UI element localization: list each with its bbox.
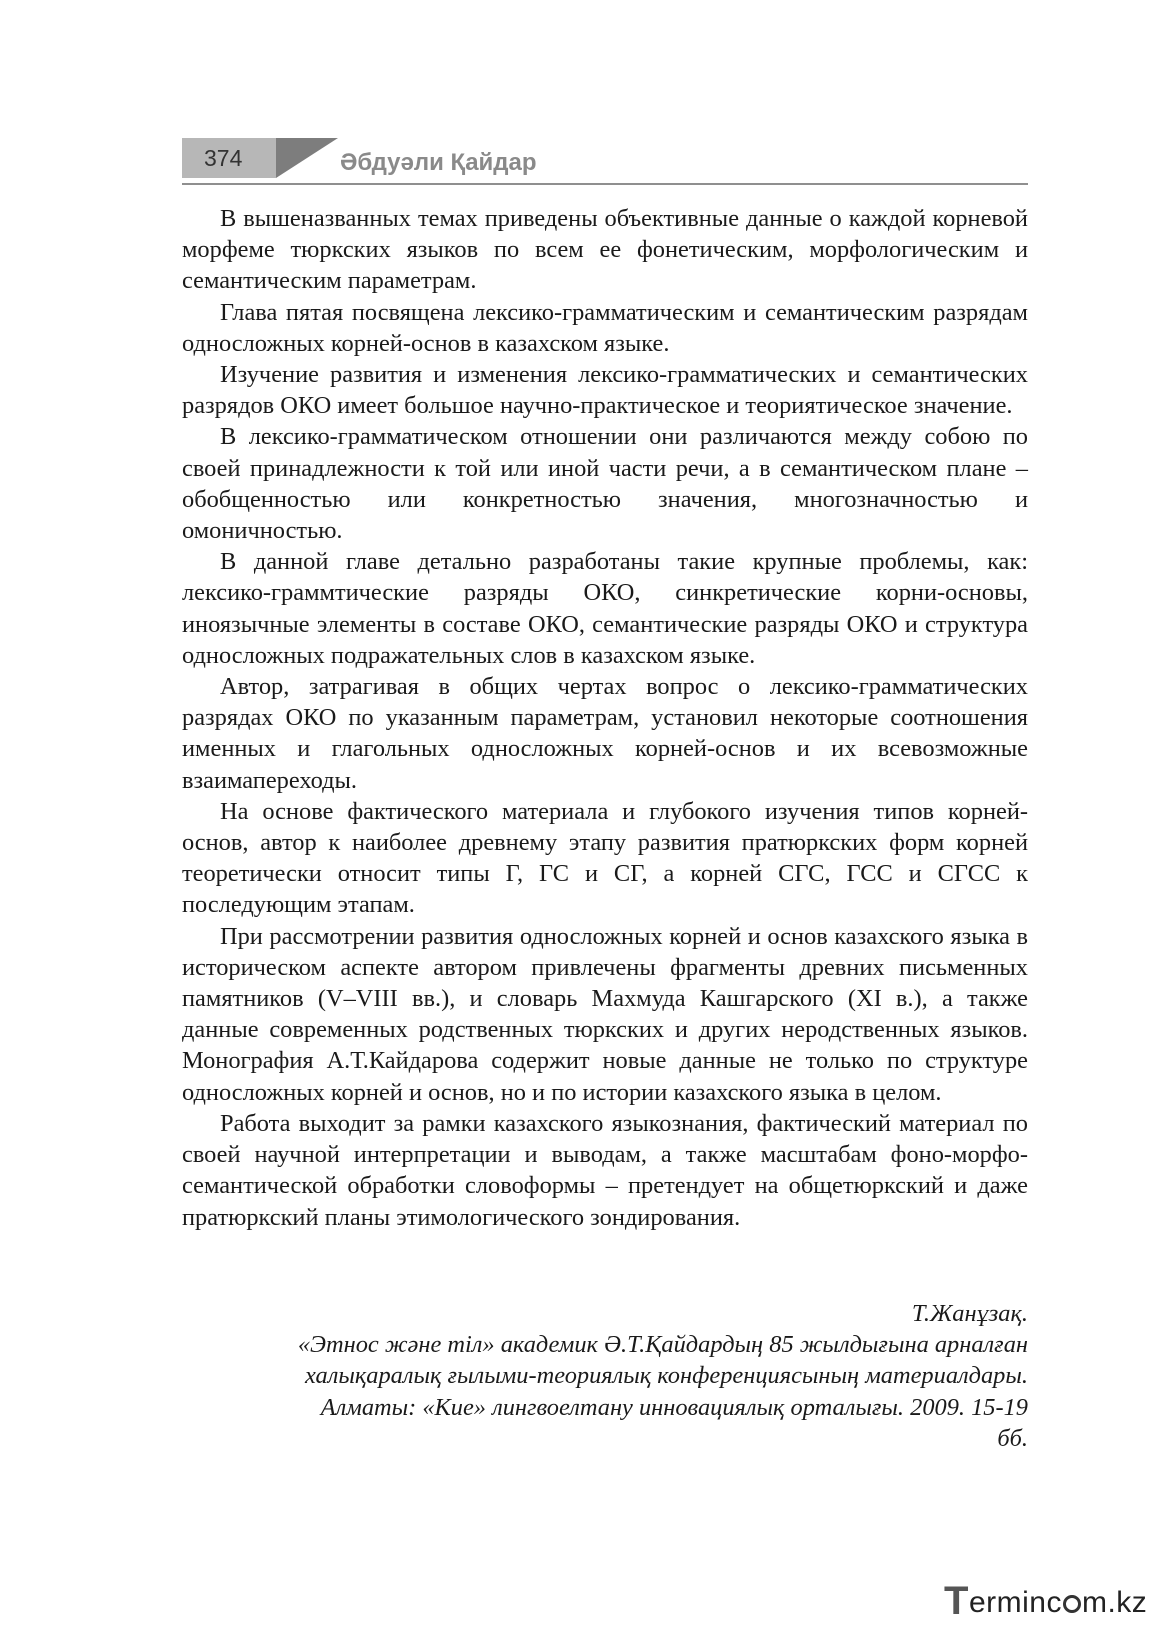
page-header [182,138,1028,186]
watermark-text-part1: erminc [968,1586,1062,1619]
watermark-first-letter: T [944,1579,969,1623]
paragraph: Автор, затрагивая в общих чертах вопрос о лексико-грамматических разрядах ОКО по указанным параметрам, установил некоторые соотношения именных и глагольных односложных корней-основ и их всевозможные взаимапереходы. [182,673,1028,794]
paragraph: Глава пятая посвящена лексико-грамматическим и семантическим разрядам односложных корней-основ в казахском языке. [182,298,1028,357]
signature-source: «Этнос және тіл» академик Ә.Т.Қайдардың 85 жылдығына арналған халықаралық ғылыми-теориялық конференциясының материалдары. Алматы: «Кие» лингвоелтану инновациялық орталығы. 2009. 15-19 бб. [297,1331,1028,1452]
signature-author: Т.Жанұзақ. [911,1300,1028,1327]
paragraph: На основе фактического материала и глубокого изучения типов корней-основ, автор к наиболее древнему этапу развития пратюркских форм корней теоретически относит типы Г, ГС и СГ, а корней СГС, ГСС и СГСС к последующим этапам. [182,797,1028,919]
paragraph: При рассмотрении развития односложных корней и основ казахского языка в историческом аспекте автором привлечены фрагменты древних письменных памятников (V–VIII вв.), и словарь Махмуда Кашгарского (XI в.), а также данные современных родственных тюркских и других неродственных языков. Монография А.Т.Кайдарова содержит новые данные не только по структуре односложных корней и основ, но и по истории казахского языка в целом. [182,922,1028,1106]
header-rule [182,183,1028,185]
body-text [182,203,1028,1233]
paragraph: В данной главе детально разработаны такие крупные проблемы, как: лексико-граммтические разряды ОКО, синкретические корни-основы, иноязычные элементы в составе ОКО, семантические разряды ОКО и структура односложных подражательных слов в казахском языке. [182,548,1028,669]
header-tab-wedge [276,138,338,178]
paragraph: Работа выходит за рамки казахского языкознания, фактический материал по своей научной интерпретации и выводам, а также масштабам фоно-морфо-семантической обработки словоформы – претендует на общетюркский и даже пратюркский планы этимологического зондирования. [182,1109,1028,1231]
watermark-text-part2: m.kz [1081,1586,1148,1619]
paragraph: Изучение развития и изменения лексико-грамматических и семантических разрядов ОКО имеет большое научно-практическое и теориятическое значение. [182,361,1028,420]
signature-block [182,1298,1028,1454]
paragraph: В вышеназванных темах приведены объективные данные о каждой корневой морфеме тюркских языков по всем ее фонетическим, морфологическим и семантическим параметрам. [182,205,1028,295]
site-watermark [944,1579,1148,1623]
running-title: Әбдуәли Қайдар [340,149,537,176]
page-number: 374 [182,138,276,178]
paragraph: В лексико-грамматическом отношении они различаются между собою по своей принадлежности к той или иной части речи, а в семантическом плане – обобщенностью или конкретностью значения, многозначностью и омоничностью. [182,423,1028,545]
magnifier-icon [1063,1595,1081,1613]
